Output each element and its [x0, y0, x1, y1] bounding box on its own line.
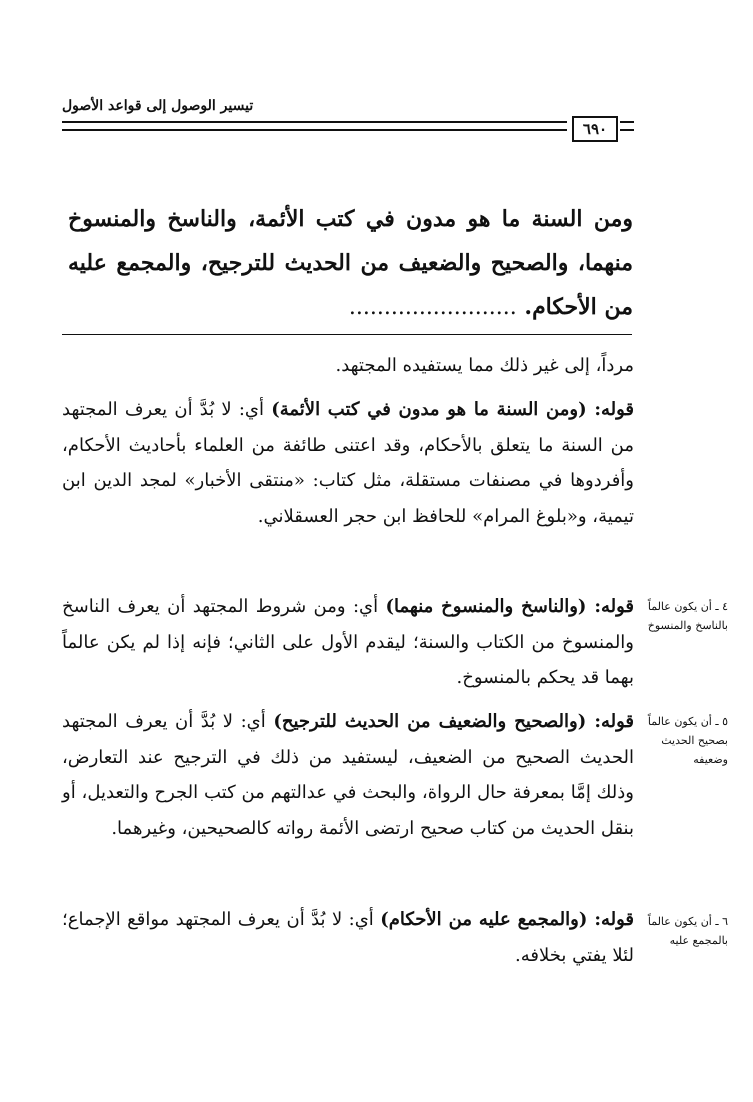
paragraph-text: أي: لا بُدَّ أن يعرف المجتهد مواقع الإجماع؛ لئلا يفتي بخلافه.	[62, 909, 634, 966]
quote-heading: قوله: (والناسخ والمنسوخ منهما)	[385, 596, 635, 617]
margin-note-5: ٥ ـ أن يكون عالماً بصحيح الحديث وضعيفه	[647, 715, 728, 766]
paragraph-continuation	[62, 348, 634, 384]
paragraph-text: أي: لا بُدَّ أن يعرف المجتهد الحديث الصحيح من الضعيف، ليستفيد من ذلك في الترجيح عند التعارض، وذلك إمَّا بمعرفة حال الرواة، والبحث في عدالتهم من كتب الجرح والتعديل، أو بنقل الحديث من كتاب صحيح ارتضى الأئمة رواته كالصحيحين، وغيرهما.	[62, 711, 634, 839]
header-rule-right-bottom	[620, 129, 634, 131]
matn-body: ومن السنة ما هو مدون في كتب الأئمة، والناسخ والمنسوخ منهما، والصحيح والضعيف من الحديث للترجيح، والمجمع عليه من الأحكام.	[68, 206, 633, 320]
margin-note-6: ٦ ـ أن يكون عالماً بالمجمع عليه	[647, 915, 728, 947]
quote-heading: قوله: (والصحيح والضعيف من الحديث للترجيح)	[273, 711, 635, 732]
header-rule-top	[62, 121, 567, 123]
paragraph-text: أي: ومن شروط المجتهد أن يعرف الناسخ والمنسوخ من الكتاب والسنة؛ ليقدم الأول على الثاني؛ فإنه إذا لم يكن عالماً بهما قد يحكم بالمنسوخ.	[62, 596, 634, 688]
paragraph-ijma	[62, 902, 634, 973]
header-rule-right-top	[620, 121, 634, 123]
paragraph-text: مرداً، إلى غير ذلك مما يستفيده المجتهد.	[335, 355, 634, 376]
quote-heading: قوله: (والمجمع عليه من الأحكام)	[380, 909, 635, 930]
matn-dots: ........................	[348, 295, 517, 320]
matn-text	[68, 197, 633, 330]
paragraph-text: أي: لا بُدَّ أن يعرف المجتهد من السنة ما يتعلق بالأحكام، وقد اعتنى طائفة من العلماء بأحاديث الأحكام، وأفردوها في مصنفات مستقلة، مثل كتاب: «منتقى الأخبار» لمجد الدين ابن تيمية، و«بلوغ المرام» للحافظ ابن حجر العسقلاني.	[62, 399, 634, 527]
header-rule-bottom	[62, 129, 567, 131]
quote-heading: قوله: (ومن السنة ما هو مدون في كتب الأئمة)	[271, 399, 635, 420]
book-title: تيسير الوصول إلى قواعد الأصول	[62, 98, 254, 114]
paragraph-sahih	[62, 704, 634, 846]
separator-line	[62, 334, 632, 335]
margin-note-4: ٤ ـ أن يكون عالماً بالناسخ والمنسوخ	[647, 600, 728, 632]
paragraph-sunnah	[62, 392, 634, 534]
page-number: ٦٩٠	[572, 116, 618, 142]
paragraph-naskh	[62, 589, 634, 696]
